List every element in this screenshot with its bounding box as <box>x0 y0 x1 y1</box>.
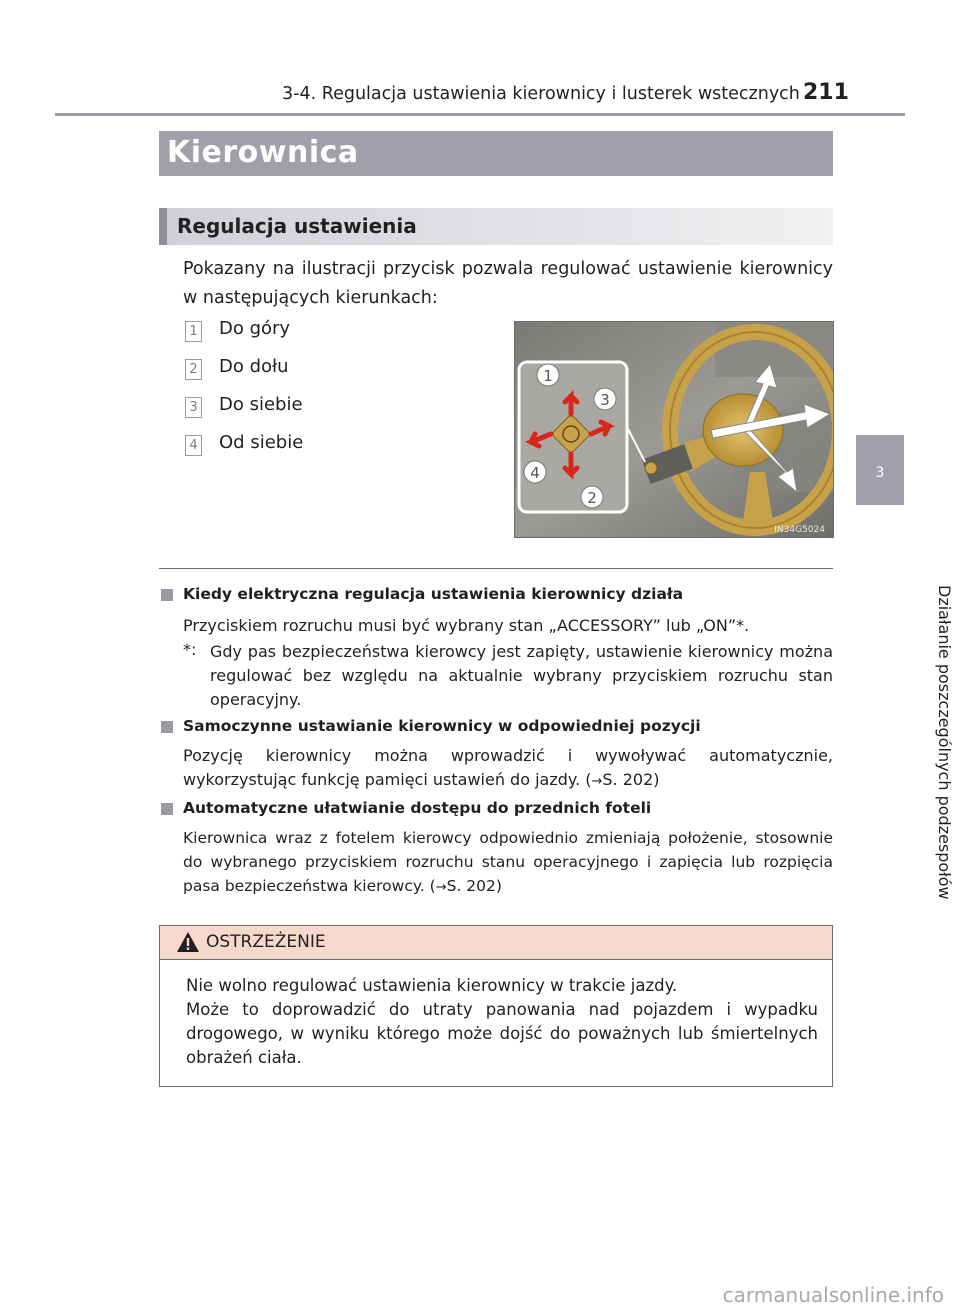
chapter-tab <box>856 435 904 505</box>
bullet-square <box>161 803 173 815</box>
steering-wheel-illustration <box>514 321 834 538</box>
page-number: 211 <box>803 80 849 105</box>
section-separator <box>159 568 833 569</box>
step-number: 2 <box>185 359 202 380</box>
page-title: Kierownica <box>167 135 359 170</box>
note-text: Przyciskiem rozruchu musi być wybrany stan „ACCESSORY” lub „ON”*. <box>183 616 750 635</box>
direction-label: Do siebie <box>219 394 303 415</box>
callout-1: 1 <box>543 367 553 385</box>
arrow-icon: → <box>435 880 447 895</box>
note-text-part: Kierownica wraz z fotelem kierowcy odpowiednio zmieniają położenie, stosownie do wybranego przyciskiem rozruchu stanu operacyjnego i zapięcia lub rozpięcia pasa bezpieczeństwa kierowcy. ( <box>183 829 833 895</box>
note-text <box>183 744 833 794</box>
page-reference: S. 202) <box>602 770 660 789</box>
subsection-bar <box>159 208 833 245</box>
warning-box <box>159 925 833 1087</box>
warning-label: OSTRZEŻENIE <box>206 932 326 952</box>
warning-line: Nie wolno regulować ustawienia kierownicy w trakcie jazdy. <box>186 976 678 995</box>
warning-header <box>160 926 832 960</box>
direction-label: Od siebie <box>219 432 304 453</box>
note-text <box>183 826 833 900</box>
bullet-square <box>161 721 173 733</box>
intro-paragraph: Pokazany na ilustracji przycisk pozwala regulować ustawienie kierownicy w następujących kierunkach: <box>183 259 833 308</box>
chapter-label: Działanie poszczególnych podzespołów <box>935 585 954 900</box>
callout-4: 4 <box>530 464 540 482</box>
bullet-square <box>161 589 173 601</box>
section-title-bar <box>159 131 833 176</box>
warning-triangle-icon <box>176 931 200 953</box>
footnote-text: Gdy pas bezpieczeństwa kierowcy jest zapięty, ustawienie kierownicy można regulować bez względu na aktualnie wybrany przyciskiem rozruchu stan operacyjny. <box>210 642 833 709</box>
running-header: 3-4. Regulacja ustawienia kierownicy i lusterek wstecznych <box>282 84 800 104</box>
note-heading: Automatyczne ułatwianie dostępu do przednich foteli <box>183 799 652 817</box>
direction-label: Do góry <box>219 318 291 339</box>
footnote-mark: *: <box>183 640 197 659</box>
callout-3: 3 <box>600 391 610 409</box>
page-reference: S. 202) <box>446 877 502 895</box>
header-rule <box>55 113 905 116</box>
figure-code: IN34G5024 <box>774 525 825 535</box>
subsection-title: Regulacja ustawienia <box>177 214 417 238</box>
callout-2: 2 <box>587 489 597 507</box>
step-number: 4 <box>185 435 202 456</box>
step-number: 3 <box>185 397 202 418</box>
direction-label: Do dołu <box>219 356 289 377</box>
warning-line: Może to doprowadzić do utraty panowania nad pojazdem i wypadku drogowego, w wyniku którego może dojść do poważnych lub śmiertelnych obrażeń ciała. <box>186 1000 818 1067</box>
chapter-number: 3 <box>875 465 885 481</box>
step-number: 1 <box>185 321 202 342</box>
note-text-part: Pozycję kierownicy można wprowadzić i wywoływać automatycznie, wykorzystując funkcję pamięci ustawień do jazdy. ( <box>183 746 833 789</box>
watermark: carmanualsonline.info <box>722 1283 944 1307</box>
steering-wheel-graphic <box>515 322 833 537</box>
note-heading: Kiedy elektryczna regulacja ustawienia kierownicy działa <box>183 585 684 603</box>
arrow-icon: → <box>591 774 603 789</box>
warning-text <box>186 974 818 1070</box>
note-heading: Samoczynne ustawianie kierownicy w odpowiedniej pozycji <box>183 717 701 735</box>
